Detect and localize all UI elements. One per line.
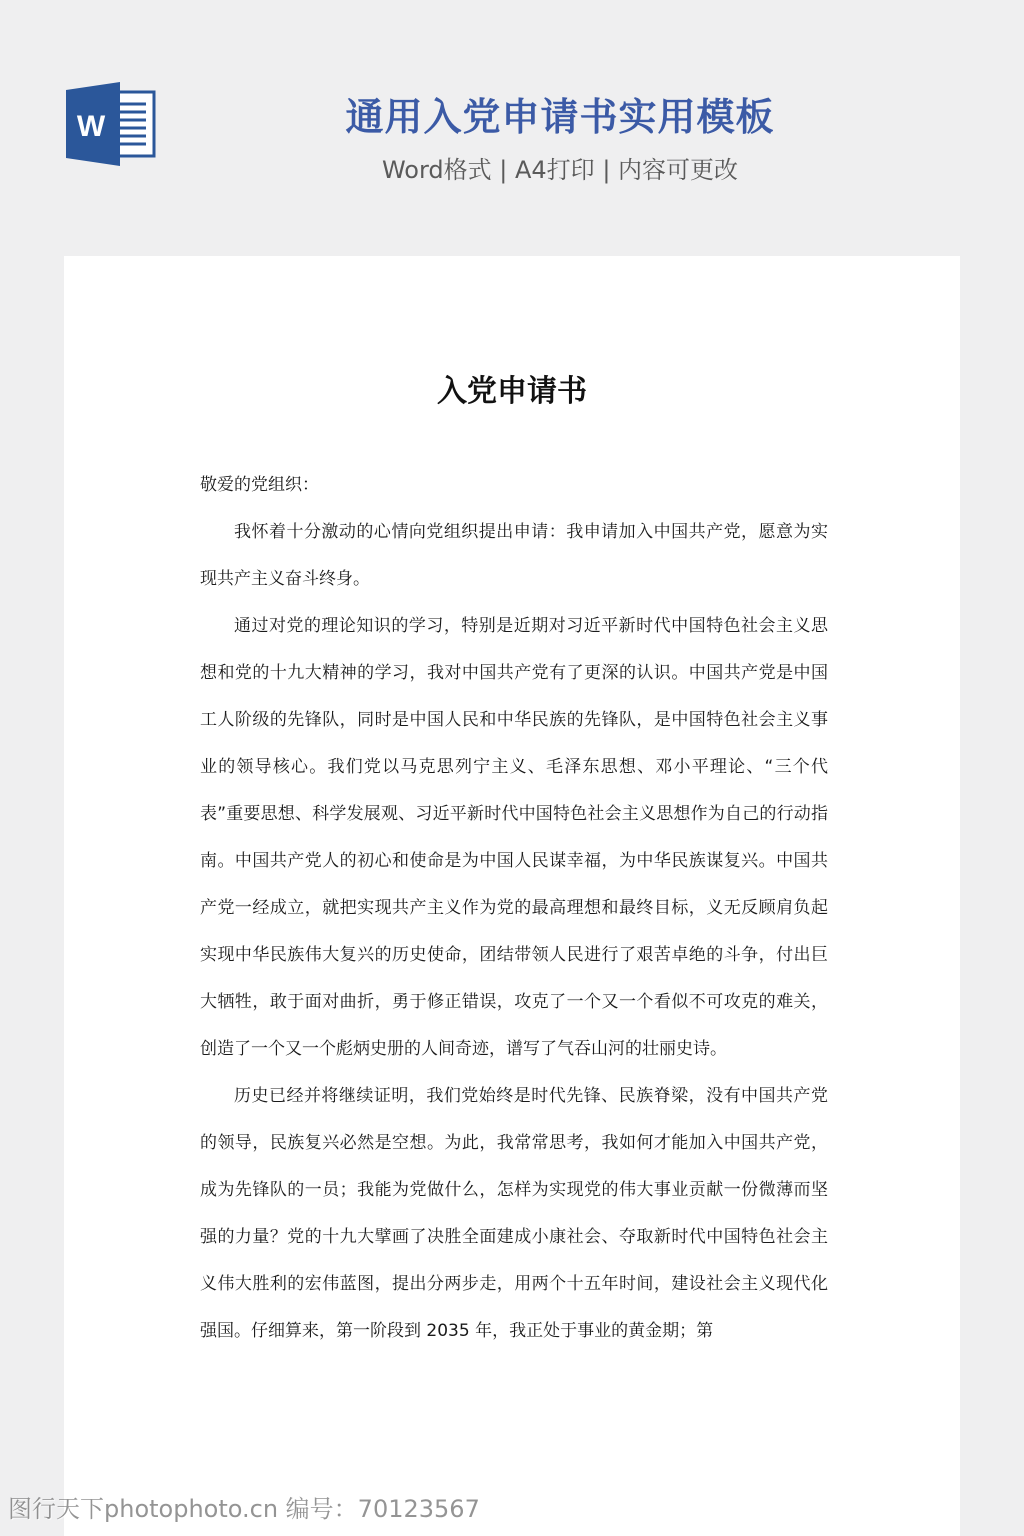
word-icon [66, 82, 156, 166]
page-title: 通用入党申请书实用模板 [345, 95, 775, 139]
salutation: 敬爱的党组织： [200, 475, 319, 495]
document-body [200, 462, 828, 1355]
watermark: 图行天下photophoto.cn 编号：70123567 [8, 1495, 480, 1523]
paragraph-1: 我怀着十分激动的心情向党组织提出申请：我申请加入中国共产党，愿意为实现共产主义奋斗终身。 [200, 522, 828, 589]
paragraph-2: 通过对党的理论知识的学习，特别是近期对习近平新时代中国特色社会主义思想和党的十九大精神的学习，我对中国共产党有了更深的认识。中国共产党是中国工人阶级的先锋队，同时是中国人民和中华民族的先锋队，是中国特色社会主义事业的领导核心。我们党以马克思列宁主义、毛泽东思想、邓小平理论、“三个代表”重要思想、科学发展观、习近平新时代中国特色社会主义思想作为自己的行动指南。中国共产党人的初心和使命是为中国人民谋幸福，为中华民族谋复兴。中国共产党一经成立，就把实现共产主义作为党的最高理想和最终目标，义无反顾肩负起实现中华民族伟大复兴的历史使命，团结带领人民进行了艰苦卓绝的斗争，付出巨大牺牲，敢于面对曲折，勇于修正错误，攻克了一个又一个看似不可攻克的难关，创造了一个又一个彪炳史册的人间奇迹，谱写了气吞山河的壮丽史诗。 [200, 616, 828, 1059]
page-subtitle: Word格式 | A4打印 | 内容可更改 [381, 156, 739, 184]
header [0, 0, 1024, 240]
word-icon-letter: W [76, 110, 106, 143]
document-title: 入党申请书 [437, 374, 587, 409]
paragraph-3: 历史已经并将继续证明，我们党始终是时代先锋、民族脊梁，没有中国共产党的领导，民族复兴必然是空想。为此，我常常思考，我如何才能加入中国共产党，成为先锋队的一员；我能为党做什么，怎样为实现党的伟大事业贡献一份微薄而坚强的力量？党的十九大擘画了决胜全面建成小康社会、夺取新时代中国特色社会主义伟大胜利的宏伟蓝图，提出分两步走，用两个十五年时间，建设社会主义现代化强国。仔细算来，第一阶段到 2035 年，我正处于事业的黄金期；第 [200, 1086, 828, 1341]
